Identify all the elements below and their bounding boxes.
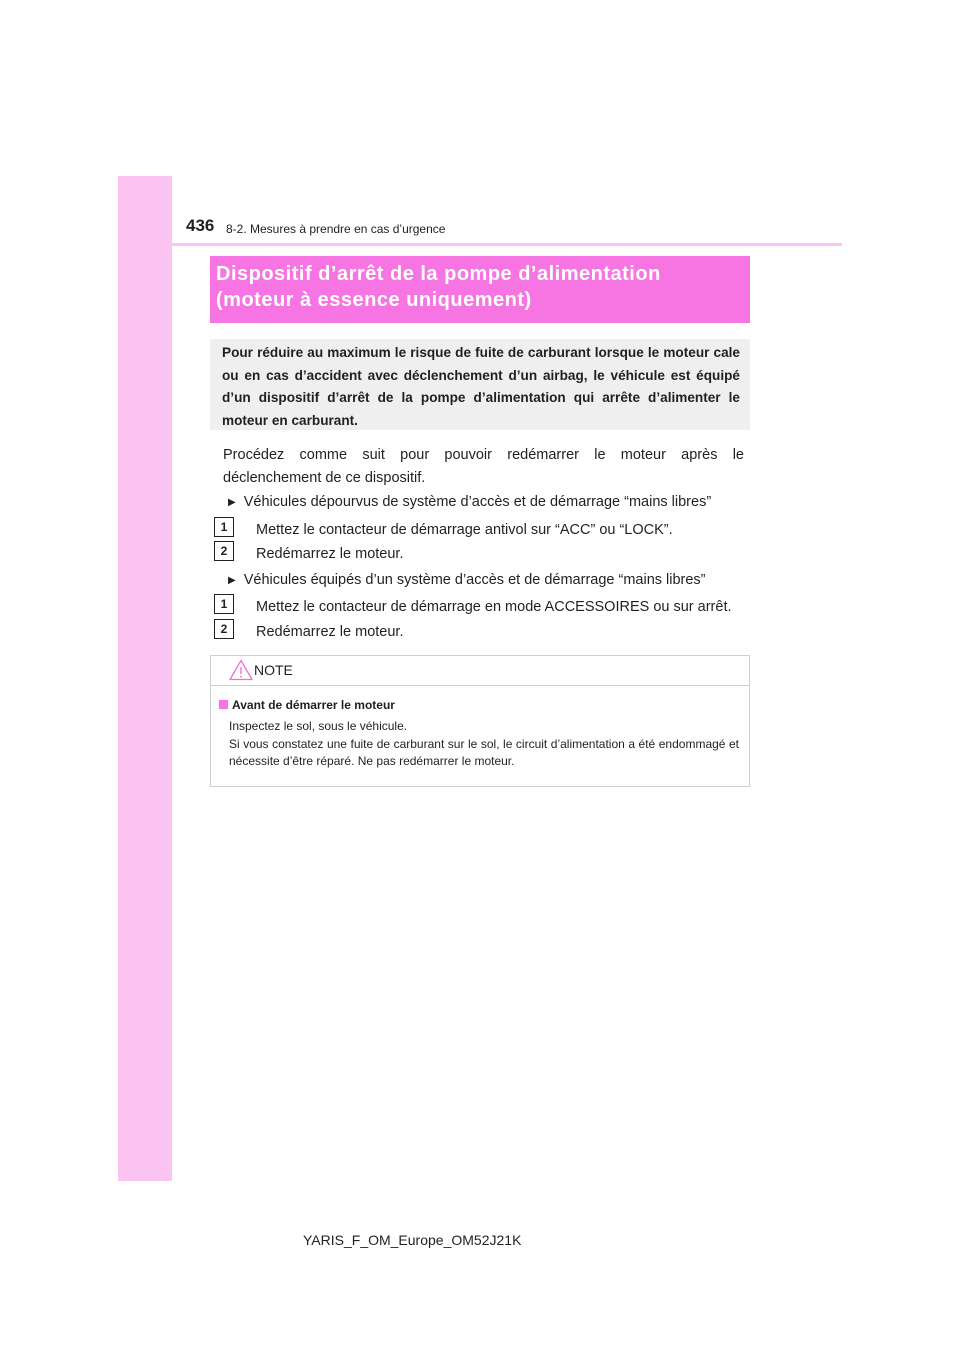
page-title bbox=[210, 256, 750, 323]
note-heading bbox=[219, 698, 395, 712]
section-title: 8-2. Mesures à prendre en cas d’urgence bbox=[226, 222, 446, 236]
note-box bbox=[210, 655, 750, 787]
header-divider bbox=[172, 243, 842, 246]
vehicle-condition-text: Véhicules dépourvus de système d’accès et de démarrage “mains libres” bbox=[243, 494, 712, 510]
page-title-line-2: (moteur à essence uniquement) bbox=[216, 289, 532, 311]
step-text: Mettez le contacteur de démarrage antivol sur “ACC” ou “LOCK”. bbox=[256, 522, 673, 538]
step-number-box: 2 bbox=[214, 541, 234, 561]
step-number-box: 1 bbox=[214, 594, 234, 614]
step-text: Mettez le contacteur de démarrage en mode ACCESSOIRES ou sur arrêt. bbox=[256, 599, 732, 615]
step-text: Redémarrez le moteur. bbox=[256, 546, 404, 562]
note-label: NOTE bbox=[254, 662, 293, 678]
page-title-line-1: Dispositif d’arrêt de la pompe d’alimentation bbox=[216, 263, 661, 285]
square-bullet-icon bbox=[219, 700, 228, 709]
vehicle-condition-1 bbox=[228, 493, 711, 512]
note-body bbox=[229, 718, 739, 771]
chapter-sidebar-tab bbox=[118, 176, 172, 1181]
triangle-bullet-icon: ▶ bbox=[228, 497, 236, 508]
note-line-2: Si vous constatez une fuite de carburant sur le sol, le circuit d’alimentation a été endommagé et nécessite d’être réparé. Ne pas redémarrer le moteur. bbox=[229, 736, 739, 768]
vehicle-condition-text: Véhicules équipés d’un système d’accès et de démarrage “mains libres” bbox=[243, 572, 706, 588]
body-paragraph: Procédez comme suit pour pouvoir redémarrer le moteur après le déclenchement de ce dispositif. bbox=[223, 447, 744, 486]
warning-triangle-icon bbox=[229, 659, 253, 681]
step-number-box: 2 bbox=[214, 619, 234, 639]
step-number-box: 1 bbox=[214, 517, 234, 537]
vehicle-condition-2 bbox=[228, 571, 706, 590]
triangle-bullet-icon: ▶ bbox=[228, 575, 236, 586]
note-line-1: Inspectez le sol, sous le véhicule. bbox=[229, 719, 408, 733]
page-number: 436 bbox=[186, 216, 215, 235]
note-header bbox=[211, 656, 749, 686]
footer-document-id: YARIS_F_OM_Europe_OM52J21K bbox=[303, 1232, 522, 1248]
note-heading-text: Avant de démarrer le moteur bbox=[232, 698, 395, 712]
step-text: Redémarrez le moteur. bbox=[256, 624, 404, 640]
intro-summary: Pour réduire au maximum le risque de fuite de carburant lorsque le moteur cale ou en cas d’accident avec déclenchement d’un airbag, le véhicule est équipé d’un dispositif d’arrêt de la pompe d’alimentation qui arrête d’alimenter le moteur en carburant. bbox=[210, 339, 750, 430]
